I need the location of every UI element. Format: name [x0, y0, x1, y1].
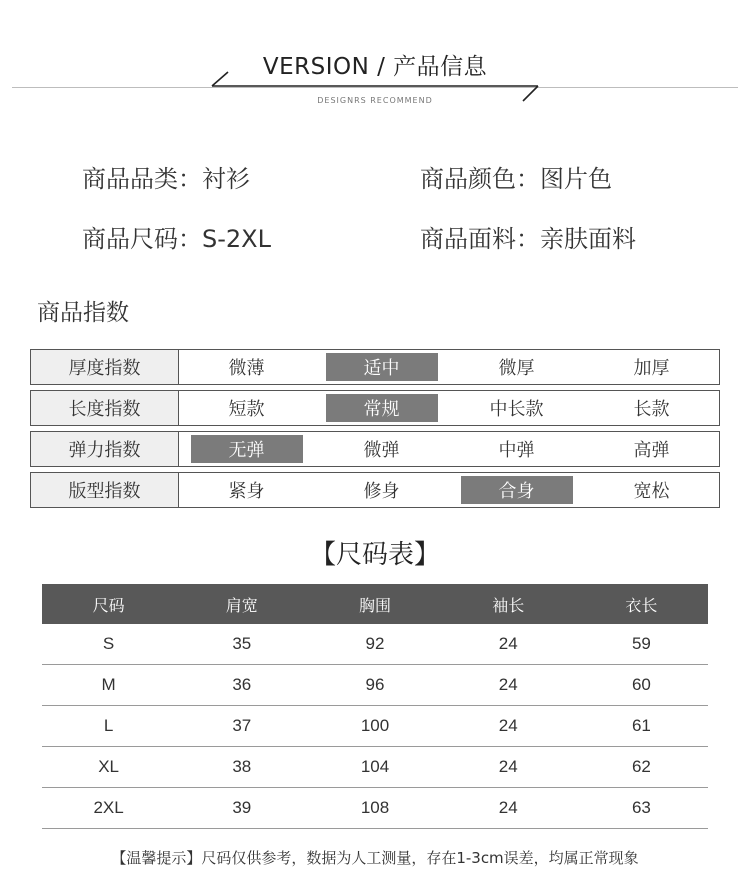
size-chart-title: 【尺码表】 — [309, 540, 440, 570]
table-row — [42, 665, 708, 706]
info-size-value: S-2XL — [202, 225, 271, 253]
table-cell: 2XL — [93, 798, 124, 817]
table-cell: 35 — [232, 634, 252, 653]
index-option: 宽松 — [633, 481, 670, 502]
table-cell: 38 — [232, 757, 252, 776]
table-cell: 61 — [631, 716, 651, 735]
table-cell: 100 — [360, 716, 390, 735]
index-option: 修身 — [363, 481, 400, 502]
index-option: 紧身 — [228, 481, 265, 502]
table-cell: 24 — [498, 798, 518, 817]
index-option: 微弹 — [363, 440, 400, 461]
index-option-selected: 适中 — [314, 350, 449, 384]
table-cell: 24 — [498, 634, 518, 653]
index-row-label: 弹力指数 — [31, 432, 179, 466]
table-cell: 108 — [360, 798, 390, 817]
size-tip-note: 【温馨提示】尺码仅供参考，数据为人工测量，存在1-3cm误差，均属正常现象 — [111, 849, 639, 867]
info-fabric-value: 亲肤面料 — [540, 225, 636, 253]
index-option: 加厚 — [633, 358, 670, 379]
header-cell: 尺码 — [92, 595, 125, 615]
table-cell: 60 — [631, 675, 651, 694]
page-subtitle: DESIGNRS RECOMMEND — [317, 96, 433, 105]
table-cell: XL — [98, 757, 119, 776]
header-cell: 袖长 — [492, 595, 525, 615]
index-option: 高弹 — [633, 440, 670, 461]
index-option-selected: 常规 — [314, 391, 449, 425]
index-row-label: 厚度指数 — [31, 350, 179, 384]
index-option: 中长款 — [489, 399, 544, 420]
size-chart-table — [42, 584, 708, 829]
table-cell: 37 — [232, 716, 252, 735]
index-option-selected: 合身 — [449, 473, 584, 507]
table-cell: 36 — [232, 675, 252, 694]
index-option-selected: 无弹 — [179, 432, 314, 466]
info-color-value: 图片色 — [540, 165, 612, 193]
index-option: 中弹 — [498, 440, 535, 461]
table-cell: 96 — [365, 675, 385, 694]
info-category-value: 衬衫 — [202, 165, 250, 193]
header-cell: 胸围 — [359, 595, 392, 615]
table-cell: 59 — [631, 634, 651, 653]
info-fabric — [420, 219, 636, 254]
index-option: 短款 — [228, 399, 265, 420]
index-row-elasticity — [30, 431, 720, 467]
index-option: 微厚 — [498, 358, 535, 379]
info-color — [420, 159, 612, 194]
info-category — [82, 159, 250, 194]
size-chart-header-row — [42, 584, 708, 624]
index-row-label: 长度指数 — [31, 391, 179, 425]
index-option: 长款 — [633, 399, 670, 420]
info-fabric-label: 商品面料： — [420, 225, 540, 253]
info-size — [82, 219, 271, 254]
table-cell: S — [102, 634, 115, 653]
table-cell: 24 — [498, 716, 518, 735]
header-cell: 肩宽 — [225, 595, 258, 615]
table-cell: 92 — [365, 634, 385, 653]
info-size-label: 商品尺码： — [82, 225, 202, 253]
table-cell: 104 — [360, 757, 390, 776]
table-cell: L — [103, 716, 114, 735]
index-row-label: 版型指数 — [31, 473, 179, 507]
table-cell: 24 — [498, 757, 518, 776]
info-color-label: 商品颜色： — [420, 165, 540, 193]
index-option: 微薄 — [228, 358, 265, 379]
table-cell: 39 — [232, 798, 252, 817]
table-cell: 63 — [631, 798, 651, 817]
table-row — [42, 747, 708, 788]
table-cell: M — [101, 675, 116, 694]
info-category-label: 商品品类： — [82, 165, 202, 193]
table-row — [42, 706, 708, 747]
index-row-fit — [30, 472, 720, 508]
table-row — [42, 624, 708, 665]
index-row-length — [30, 390, 720, 426]
table-row — [42, 788, 708, 829]
table-cell: 62 — [631, 757, 651, 776]
header-cell: 衣长 — [625, 595, 658, 615]
table-cell: 24 — [498, 675, 518, 694]
index-row-thickness — [30, 349, 720, 385]
index-section-title: 商品指数 — [37, 300, 129, 326]
page-title: VERSION / 产品信息 — [262, 54, 488, 80]
